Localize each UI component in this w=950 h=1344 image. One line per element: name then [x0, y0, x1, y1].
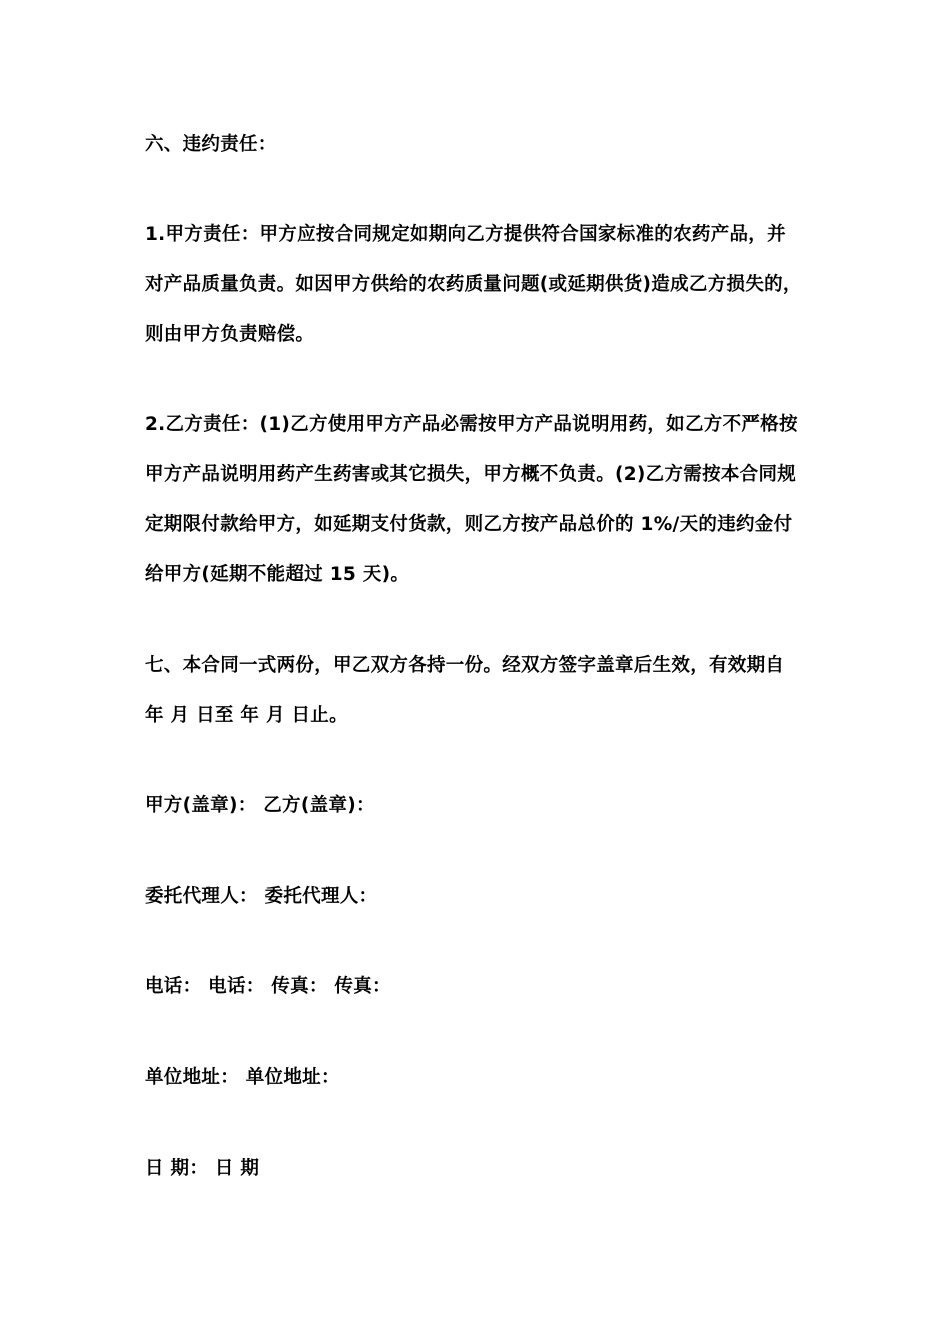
clause-2-line-2: 甲方产品说明用药产生药害或其它损失，甲方概不负责。(2)乙方需按本合同规	[145, 464, 797, 485]
clause-1-line-3: 则由甲方负责赔偿。	[145, 324, 315, 345]
agent-line: 委托代理人： 委托代理人：	[145, 886, 378, 907]
address-line: 单位地址： 单位地址：	[145, 1067, 340, 1088]
date-line: 日 期： 日 期	[145, 1158, 260, 1179]
phone-fax-line: 电话： 电话： 传真： 传真：	[145, 976, 391, 997]
seal-line: 甲方(盖章)： 乙方(盖章)：	[145, 795, 375, 816]
clause-1-line-1: 1.甲方责任：甲方应按合同规定如期向乙方提供符合国家标准的农药产品，并	[145, 224, 786, 245]
clause-2-line-4: 给甲方(延期不能超过 15 天)。	[145, 564, 410, 585]
clause-1-line-2: 对产品质量负责。如因甲方供给的农药质量问题(或延期供货)造成乙方损失的，	[145, 274, 802, 295]
section-7-line-2: 年 月 日至 年 月 日止。	[145, 705, 348, 726]
section-7-line-1: 七、本合同一式两份，甲乙双方各持一份。经双方签字盖章后生效，有效期自	[145, 655, 785, 676]
clause-2-line-3: 定期限付款给甲方，如延期支付货款，则乙方按产品总价的 1%/天的违约金付	[145, 514, 793, 535]
clause-2-line-1: 2.乙方责任：(1)乙方使用甲方产品必需按甲方产品说明用药，如乙方不严格按	[145, 414, 798, 435]
section-6-heading: 六、违约责任：	[145, 134, 277, 155]
